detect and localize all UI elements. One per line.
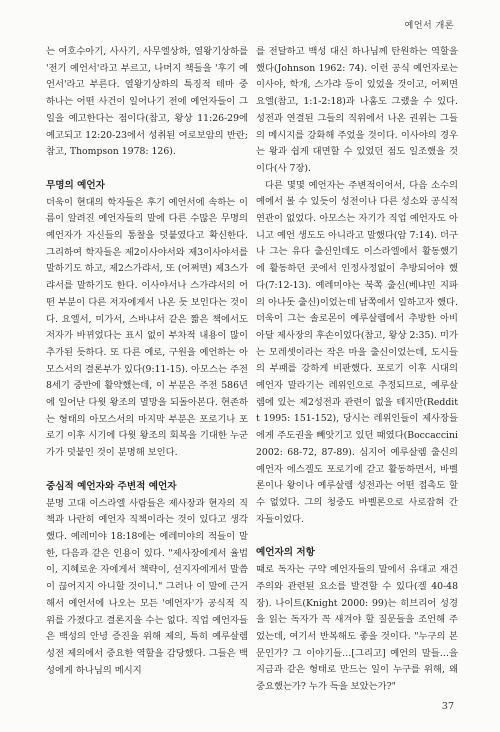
paragraph-anonymous-prophets: 더욱이 현대의 학자들은 후기 예언서에 속하는 이름이 알려진 예언자들의 말에 다른 수많은 무명의 예언자가 자신들의 통찰을 덧붙였다고 확신한다. 그리하여 학자들은 제2이사야서와 제3이사야서를 말하기도 하고, 제2스가랴서, 또 (어쩌면) 제3스가랴서를 말하기도 한다. 이사야서나 스가랴서의 어떤 부분이 다른 저자에게서 나온 듯 보인다는 것이다. 요엘서, 미가서, 스바냐서 같은 짧은 책에서도 저자가 바뀌었다는 표시 없이 부차적 내용이 많이 추가된 듯하다. 또 다른 예로, 구원을 예언하는 아모스서의 결론부가 있다(9:11-15). 아모스는 주전 8세기 중반에 활약했는데, 이 부분은 주전 586년에 일어난 다윗 왕조의 멸망을 되돌아본다. 현존하는 형태의 아모스서의 마지막 부분은 포로기나 포로기 이후 시기에 다윗 왕조의 회복을 기대한 누군가가 덧붙인 것이 분명해 보인다. (46, 196, 248, 459)
paragraph-peripheral-prophets: 다른 몇몇 예언자는 주변적이어서, 다음 소수의 예에서 볼 수 있듯이 성전이나 다른 성소와 공식적 연관이 없었다. 아모스는 자기가 직업 예언자도 아니고 예언 생도도 아니라고 말했다(암 7:14). 더구나 그는 유다 출신인데도 이스라엘에서 활동했기에 활동하던 곳에서 인정사정없이 추방되어야 했다(7:12-13). 예레미야는 북쪽 출신(베냐민 지파의 아나돗 출신)이었는데 남쪽에서 일하고자 했다. 더욱이 그는 솔로몬이 예루살렘에서 추방한 아비아달 제사장의 후손이었다(참고, 왕상 2:35). 미가는 모레셋이라는 작은 마을 출신이었는데, 도시들의 부패를 강하게 비판했다. 포로기 이후 시대의 예언자 말라기는 레위인으로 추정되므로, 예루살렘에 있는 제2성전과 관련이 없을 테지만(Redditt 1995: 151-152), 당시는 레위인들이 제사장들에게 주도권을 빼앗기고 있던 때였다(Boccaccini 2002: 68-72, 87-89). 심지어 예루살렘 출신의 예언자 에스겔도 포로기에 갇고 활동하면서, 바벨론이나 왕이나 예루살렘 성전과는 어떤 접촉도 할 수 없었다. 그의 청중도 바벨론으로 사로잡혀 간 자들이었다. (256, 179, 458, 525)
page-number: 37 (441, 701, 454, 712)
paragraph-former-prophets: 는 여호수아기, 사사기, 사무엘상하, 열왕기상하를 '전기 예언서'라고 부르고, 나머지 책들을 '후기 예언서'라고 부른다. 열왕기상하의 특징적 테마 중 하나는 어떤 사건이 일어나기 전에 예언자들이 그 일을 예고한다는 점이다(참고, 왕상 11:26-29에 예고되고 12:20-23에서 성취된 여로보암의 반란; 참고, Thompson 1978: 126). (46, 46, 248, 158)
paragraph-central-prophets: 분명 고대 이스라엘 사람들은 제사장과 현자의 직책과 나란히 예언자 직책이라는 것이 있다고 생각했다. 예레미야 18:18에는 예레미야의 적들이 말한, 다음과 같은 인용이 있다. "제사장에게서 율법이, 지혜로운 자에게서 책략이, 선지자에게서 말씀이 끊어지지 아니할 것이니." 그러나 이 말에 근거해서 예언서에 나오는 모든 '예언자'가 공식적 직위를 가졌다고 결론지을 수는 없다. 직업 예언자들은 백성의 안녕 증진을 위해 제의, 특히 예루살렘 성전 제의에서 중요한 역할을 감당했다. 그들은 백성에게 하나님의 메시지 (46, 497, 248, 676)
right-column (256, 44, 458, 696)
left-column (46, 44, 248, 679)
heading-anonymous-prophets: 무명의 예언자 (46, 179, 105, 191)
heading-prophetic-resistance: 예언자의 저항 (256, 547, 315, 559)
paragraph-prophetic-resistance: 때로 독자는 구약 예언자들의 말에서 유대교 재건주의와 관련된 요소를 발견할 수 있다(겔 40-48장). 나이트(Knight 2000: 99)는 히브리어 성경을 읽는 독자가 꼭 새겨야 할 질문들을 조언해 주었는데, 여기서 반복해도 좋을 것이다. "누구의 본문인가? 그 이야기들…[그리고] 예언의 말들…을 지금과 같은 형태로 만드는 일이 누구를 위해, 왜 중요했는가? 누가 득을 보았는가?" (256, 564, 458, 693)
running-head: 예언서 개론 (404, 21, 454, 31)
heading-central-peripheral-prophets: 중심적 예언자와 주변적 예언자 (46, 480, 177, 492)
paragraph-official-prophets: 를 전달하고 백성 대신 하나님께 탄원하는 역할을 했다(Johnson 1962: 74). 이런 공식 예언자로는 이사야, 학개, 스가랴 등이 있었을 것이고, 어쩌면 요엘(참고, 1:1-2:18)과 나훔도 그랬을 수 있다. 성전과 연결된 그들의 직위에서 나온 권위는 그들의 메시지를 강화해 주었을 것이다. 이사야의 경우는 왕과 쉽게 대면할 수 있었던 점도 일조했을 것이다(사 7장). (256, 46, 458, 174)
